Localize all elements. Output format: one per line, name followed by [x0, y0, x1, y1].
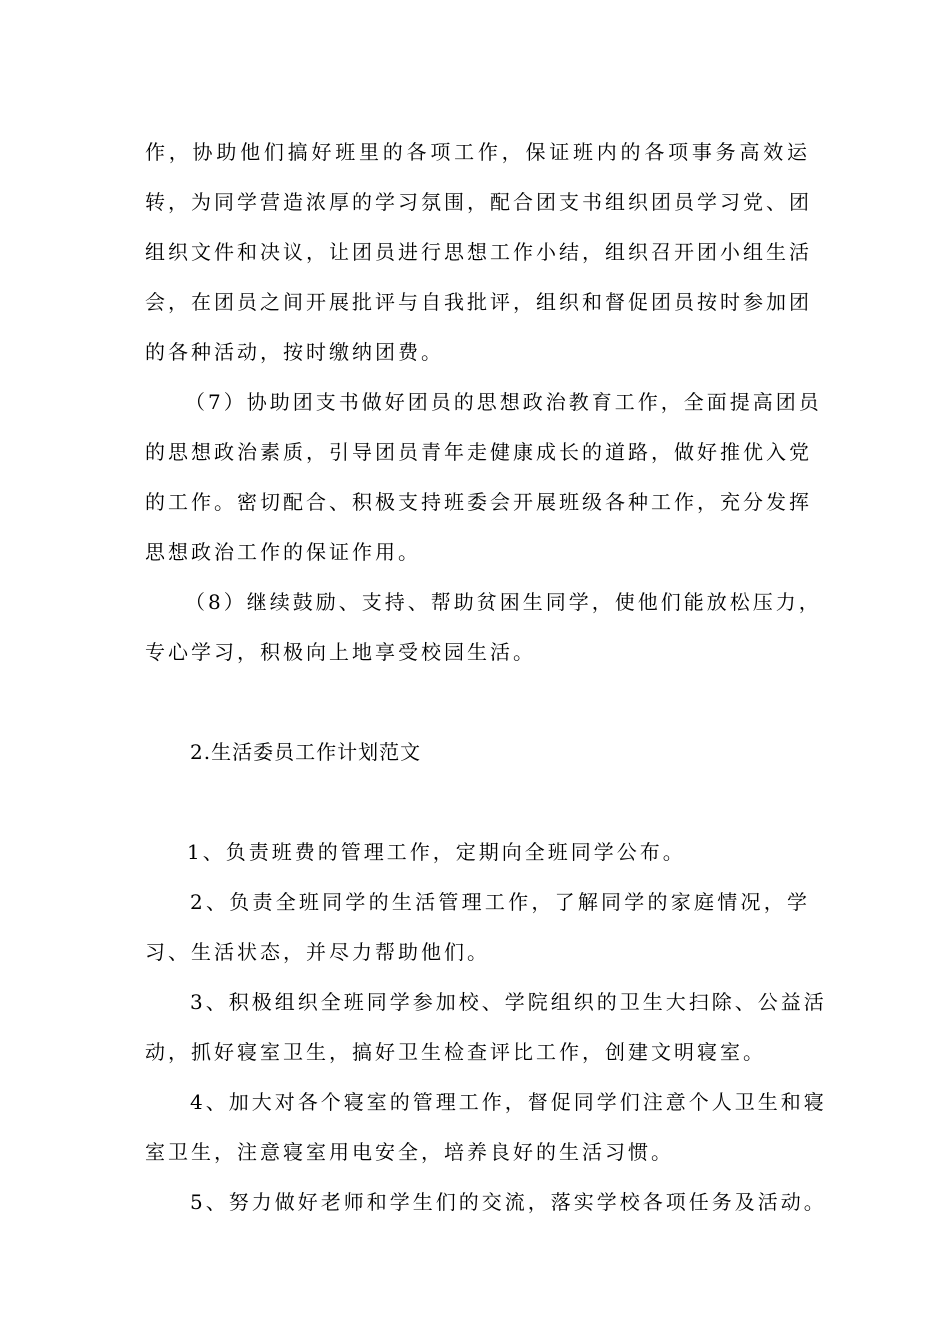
paragraph-line: （8）继续鼓励、支持、帮助贫困生同学，使他们能放松压力，	[185, 590, 822, 614]
list-item-continuation: 动，抓好寝室卫生，搞好卫生检查评比工作，创建文明寝室。	[145, 1040, 766, 1064]
list-item: 5、努力做好老师和学生们的交流，落实学校各项任务及活动。	[190, 1190, 827, 1214]
list-item: 3、积极组织全班同学参加校、学院组织的卫生大扫除、公益活	[190, 990, 827, 1014]
paragraph-line: 的工作。密切配合、积极支持班委会开展班级各种工作，充分发挥	[145, 490, 812, 514]
list-item-continuation: 习、生活状态，并尽力帮助他们。	[145, 940, 490, 964]
list-item: 4、加大对各个寝室的管理工作，督促同学们注意个人卫生和寝	[190, 1090, 827, 1114]
list-item: 2、负责全班同学的生活管理工作，了解同学的家庭情况，学	[190, 890, 810, 914]
paragraph-line: 会，在团员之间开展批评与自我批评，组织和督促团员按时参加团	[145, 290, 812, 314]
paragraph-line: 的各种活动，按时缴纳团费。	[145, 340, 444, 364]
paragraph-line: 专心学习，积极向上地享受校园生活。	[145, 640, 536, 664]
paragraph-line: 的思想政治素质，引导团员青年走健康成长的道路，做好推优入党	[145, 440, 812, 464]
paragraph-line: 组织文件和决议，让团员进行思想工作小结，组织召开团小组生活	[145, 240, 812, 264]
paragraph-line: 转，为同学营造浓厚的学习氛围，配合团支书组织团员学习党、团	[145, 190, 812, 214]
paragraph-line: 作，协助他们搞好班里的各项工作，保证班内的各项事务高效运	[145, 140, 810, 164]
list-item-continuation: 室卫生，注意寝室用电安全，培养良好的生活习惯。	[145, 1140, 674, 1164]
list-item: 1、负责班费的管理工作，定期向全班同学公布。	[187, 840, 686, 864]
paragraph-line: （7）协助团支书做好团员的思想政治教育工作，全面提高团员	[185, 390, 822, 414]
section-heading: 2.生活委员工作计划范文	[190, 740, 422, 764]
paragraph-line: 思想政治工作的保证作用。	[145, 540, 421, 564]
